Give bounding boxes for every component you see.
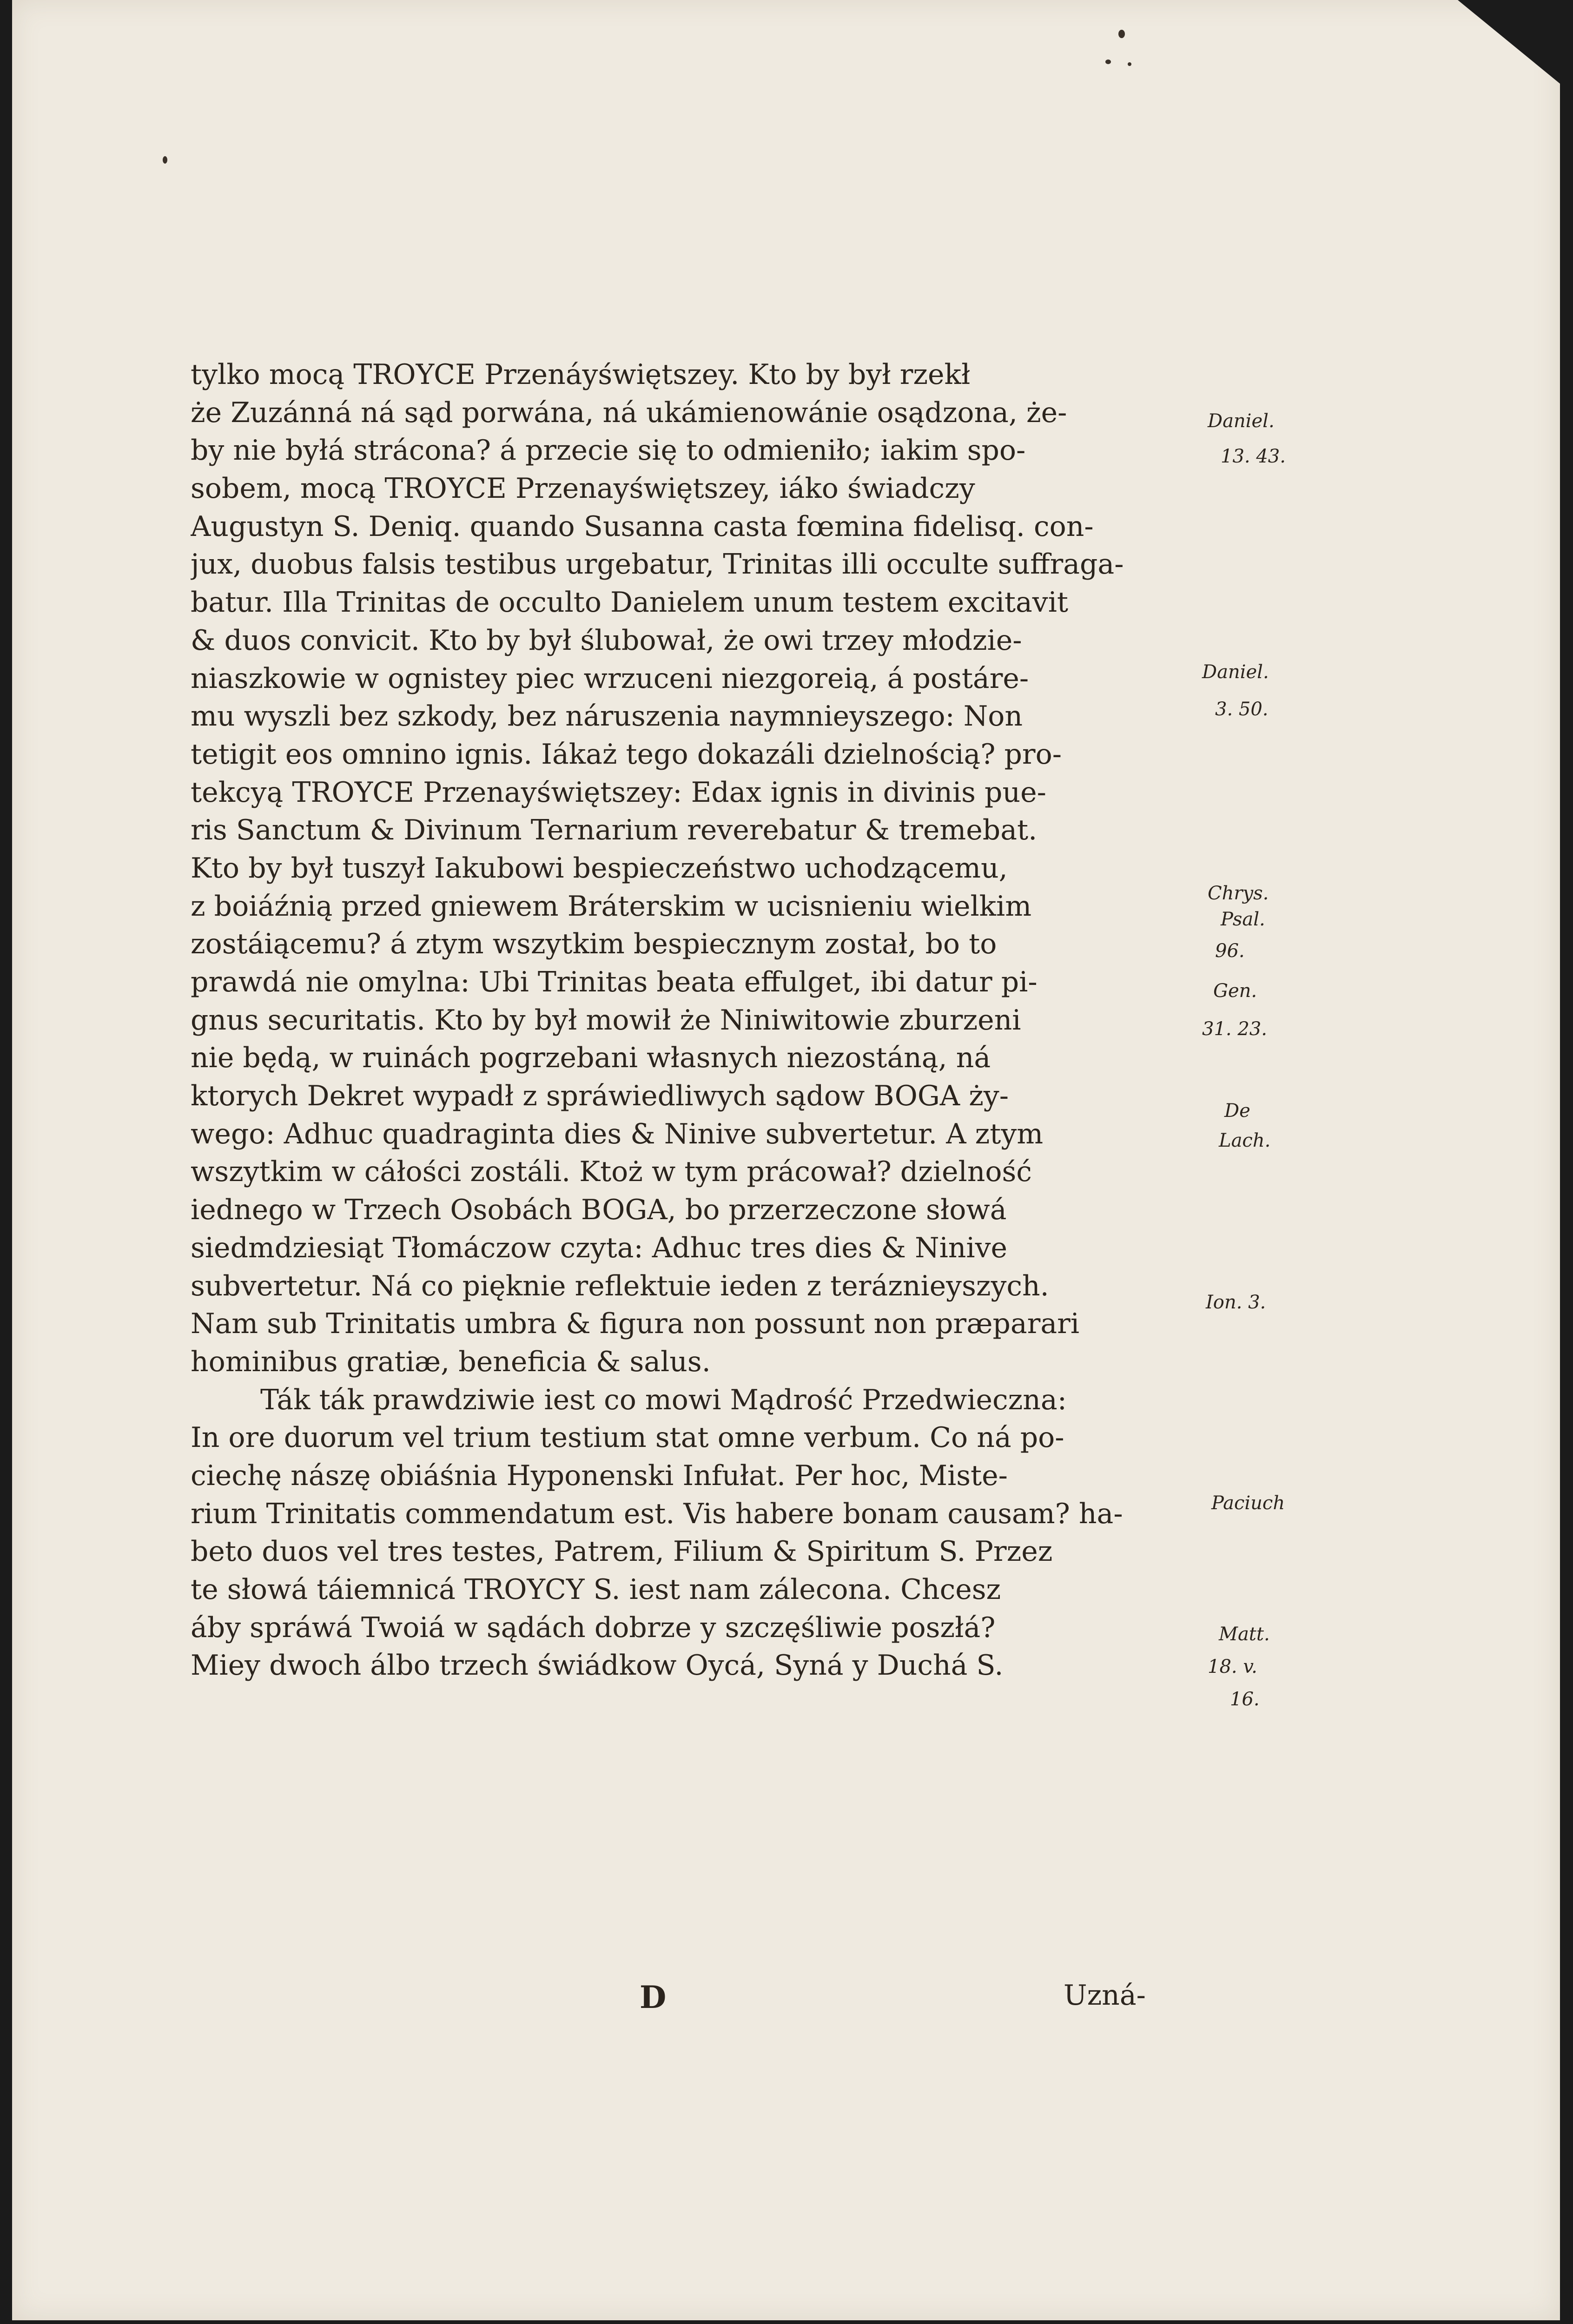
- text-line: Miey dwoch álbo trzech świádkow Oycá, Syná y Duchá S.: [191, 1649, 1004, 1682]
- text-line: gnus securitatis. Kto by był mowił że Niniwitowie zburzeni: [191, 1004, 1021, 1037]
- text-line: by nie byłá strácona? á przecie się to odmieniło; iakim spo-: [191, 434, 1026, 467]
- text-line: Augustyn S. Deniq. quando Susanna casta fœmina fidelisq. con-: [191, 510, 1094, 543]
- text-line: zostáiącemu? á ztym wszytkim bespiecznym został, bo to: [191, 928, 997, 961]
- margin-note: De: [1224, 1100, 1250, 1122]
- torn-corner: [1458, 0, 1560, 84]
- text-line: nie będą, w ruinách pogrzebani własnych niezostáną, ná: [191, 1042, 991, 1075]
- text-line: wszytkim w cáłości zostáli. Ktoż w tym prácował? dzielność: [191, 1155, 1032, 1188]
- text-line: wego: Adhuc quadraginta dies & Ninive subvertetur. A ztym: [191, 1117, 1044, 1150]
- text-line: In ore duorum vel trium testium stat omne verbum. Co ná po-: [191, 1421, 1064, 1454]
- text-line: Kto by był tuszył Iakubowi bespieczeństwo uchodzącemu,: [191, 852, 1008, 885]
- ink-speck: [1105, 59, 1111, 64]
- margin-note: 18. v.: [1208, 1656, 1257, 1677]
- text-line: sobem, mocą TROYCE Przenayświętszey, iáko świadczy: [191, 472, 975, 505]
- margin-note: 31. 23.: [1202, 1018, 1267, 1040]
- margin-note: Gen.: [1213, 980, 1257, 1002]
- text-line: Ták ták prawdziwie iest co mowi Mądrość Przedwieczna:: [260, 1383, 1067, 1416]
- text-line: iednego w Trzech Osobách BOGA, bo przerzeczone słowá: [191, 1194, 1007, 1227]
- text-line: batur. Illa Trinitas de occulto Danielem unum testem excitavit: [191, 586, 1069, 619]
- text-line: ktorych Dekret wypadł z spráwiedliwych sądow BOGA ży-: [191, 1080, 1009, 1113]
- text-line: tekcyą TROYCE Przenayświętszey: Edax ignis in divinis pue-: [191, 776, 1046, 809]
- margin-note: Ion. 3.: [1206, 1292, 1266, 1313]
- text-line: te słowá táiemnicá TROYCY S. iest nam zálecona. Chcesz: [191, 1573, 1001, 1606]
- text-line: áby spráwá Twoiá w sądách dobrze y szczęśliwie poszłá?: [191, 1611, 996, 1644]
- text-line: & duos convicit. Kto by był ślubował, że owi trzey młodzie-: [191, 624, 1022, 657]
- text-line: jux, duobus falsis testibus urgebatur, Trinitas illi occulte suffraga-: [191, 548, 1124, 581]
- catchword: Uzná-: [1064, 1979, 1146, 2012]
- text-line: że Zuzánná ná sąd porwána, ná ukámienowánie osądzona, że-: [191, 396, 1067, 429]
- ink-speck: [163, 156, 167, 164]
- margin-note: Daniel.: [1208, 410, 1275, 432]
- text-line: Nam sub Trinitatis umbra & figura non possunt non præparari: [191, 1307, 1080, 1340]
- margin-note: Paciuch: [1211, 1492, 1285, 1514]
- text-line: mu wyszli bez szkody, bez náruszenia naymnieyszego: Non: [191, 700, 1023, 733]
- ink-speck: [1128, 62, 1131, 66]
- margin-note: 96.: [1215, 940, 1245, 962]
- signature-mark: D: [640, 1979, 667, 2015]
- text-line: tylko mocą TROYCE Przenáyświętszey. Kto by był rzekł: [191, 358, 971, 391]
- margin-note: Matt.: [1219, 1624, 1270, 1645]
- text-line: hominibus gratiæ, beneficia & salus.: [191, 1345, 711, 1378]
- text-line: tetigit eos omnino ignis. Iákaż tego dokazáli dzielnością? pro-: [191, 738, 1062, 771]
- margin-note: 16.: [1230, 1689, 1260, 1710]
- text-line: subvertetur. Ná co pięknie reflektuie ieden z teráznieyszych.: [191, 1269, 1049, 1302]
- text-line: ris Sanctum & Divinum Ternarium reverebatur & tremebat.: [191, 814, 1038, 847]
- margin-note: Psal.: [1221, 909, 1265, 930]
- text-line: siedmdziesiąt Tłomáczow czyta: Adhuc tres dies & Ninive: [191, 1231, 1007, 1264]
- margin-note: 3. 50.: [1215, 699, 1269, 720]
- margin-note: Daniel.: [1202, 661, 1269, 683]
- text-line: beto duos vel tres testes, Patrem, Filium & Spiritum S. Przez: [191, 1535, 1053, 1568]
- body-text: [191, 356, 1204, 1685]
- text-line: rium Trinitatis commendatum est. Vis habere bonam causam? ha-: [191, 1497, 1123, 1530]
- text-line: prawdá nie omylna: Ubi Trinitas beata effulget, ibi datur pi-: [191, 966, 1038, 998]
- ink-speck: [1118, 30, 1125, 38]
- book-page: [12, 0, 1560, 2320]
- margin-note: Chrys.: [1208, 883, 1269, 904]
- margin-note: Lach.: [1219, 1130, 1271, 1151]
- text-line: ciechę nászę obiáśnia Hyponenski Infułat. Per hoc, Miste-: [191, 1459, 1008, 1492]
- text-line: niaszkowie w ognistey piec wrzuceni niezgoreią, á postáre-: [191, 662, 1029, 695]
- text-line: z boiáźnią przed gniewem Bráterskim w ucisnieniu wielkim: [191, 890, 1032, 923]
- margin-note: 13. 43.: [1221, 446, 1286, 467]
